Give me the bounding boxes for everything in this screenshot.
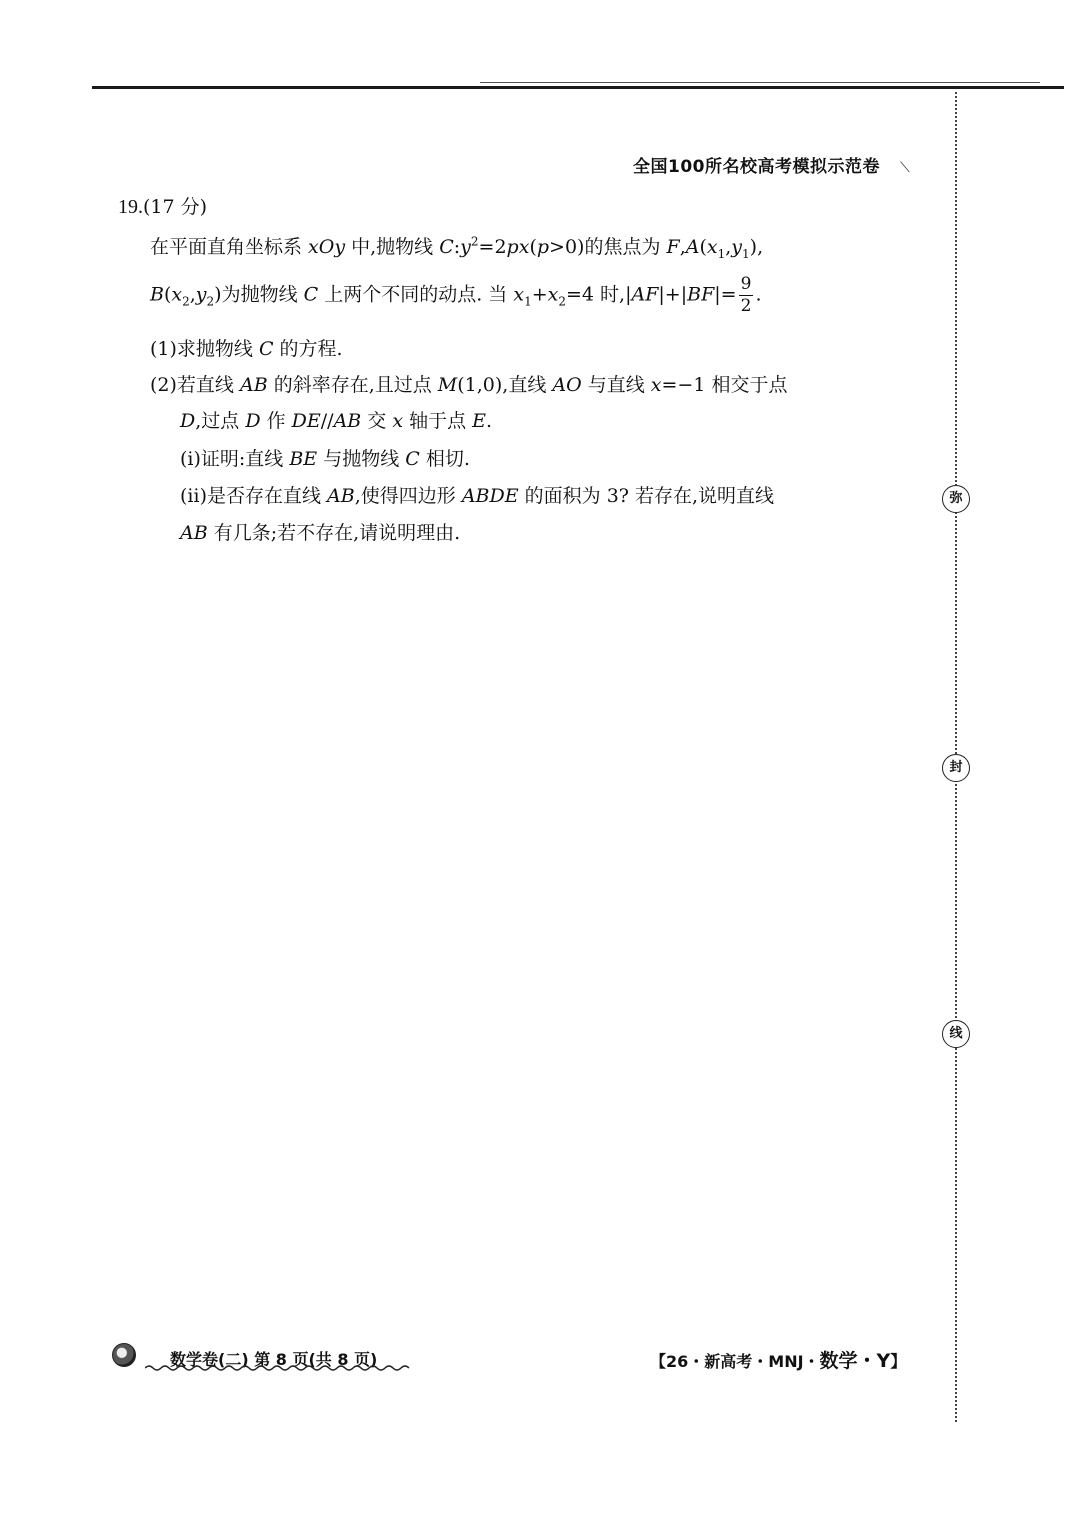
footer-page-info: 数学卷(二) 第 8 页(共 8 页): [170, 1350, 378, 1369]
top-rule: [92, 86, 1064, 89]
header-scan-mark: ⟍: [900, 160, 910, 176]
footer-exam-code: 【26・新高考・MNJ・数学・Y】: [650, 1350, 907, 1372]
sub-question-ii-line-1: (ⅱ)是否存在直线 AB,使得四边形 ABDE 的面积为 3? 若存在,说明直线: [180, 485, 775, 507]
question-stem-line-2: $B(x_2,y_2)$为抛物线 C 上两个不同的动点. 当 $x_1+x_2=4$ 时,|AF|+|BF|= $\frac{9}{2}$ .: [150, 274, 762, 316]
top-rule-thin: [480, 82, 1040, 83]
binding-seal-mi: 弥: [942, 485, 970, 513]
question-points: (17 分): [143, 196, 208, 218]
binding-seal-xian: 线: [942, 1020, 970, 1048]
header-title: 全国100所名校高考模拟示范卷: [633, 157, 880, 177]
question-number: 19.: [118, 196, 143, 218]
part-2-line-2: D,过点 D 作 DE//AB 交 x 轴于点 E.: [180, 410, 493, 432]
part-1: (1)求抛物线 C 的方程.: [150, 338, 343, 360]
part-2-line-1: (2)若直线 AB 的斜率存在,且过点 M(1,0),直线 AO 与直线 x=−1 相交于点: [150, 374, 788, 396]
sub-question-i: (ⅰ)证明:直线 BE 与抛物线 C 相切.: [180, 448, 470, 470]
wavy-underline: [145, 1364, 410, 1372]
sub-question-ii-line-2: AB 有几条;若不存在,请说明理由.: [180, 522, 461, 544]
question-stem-line-1: 在平面直角坐标系 xOy 中,抛物线 $C:y^2=2px(p>0)$的焦点为 $F,A(x_1,y_1)$,: [150, 234, 764, 261]
binding-seal-feng: 封: [942, 754, 970, 782]
question-header: [118, 192, 207, 219]
publisher-logo-icon: [112, 1343, 136, 1367]
fraction-nine-halves: $\frac{9}{2}$: [740, 274, 752, 316]
